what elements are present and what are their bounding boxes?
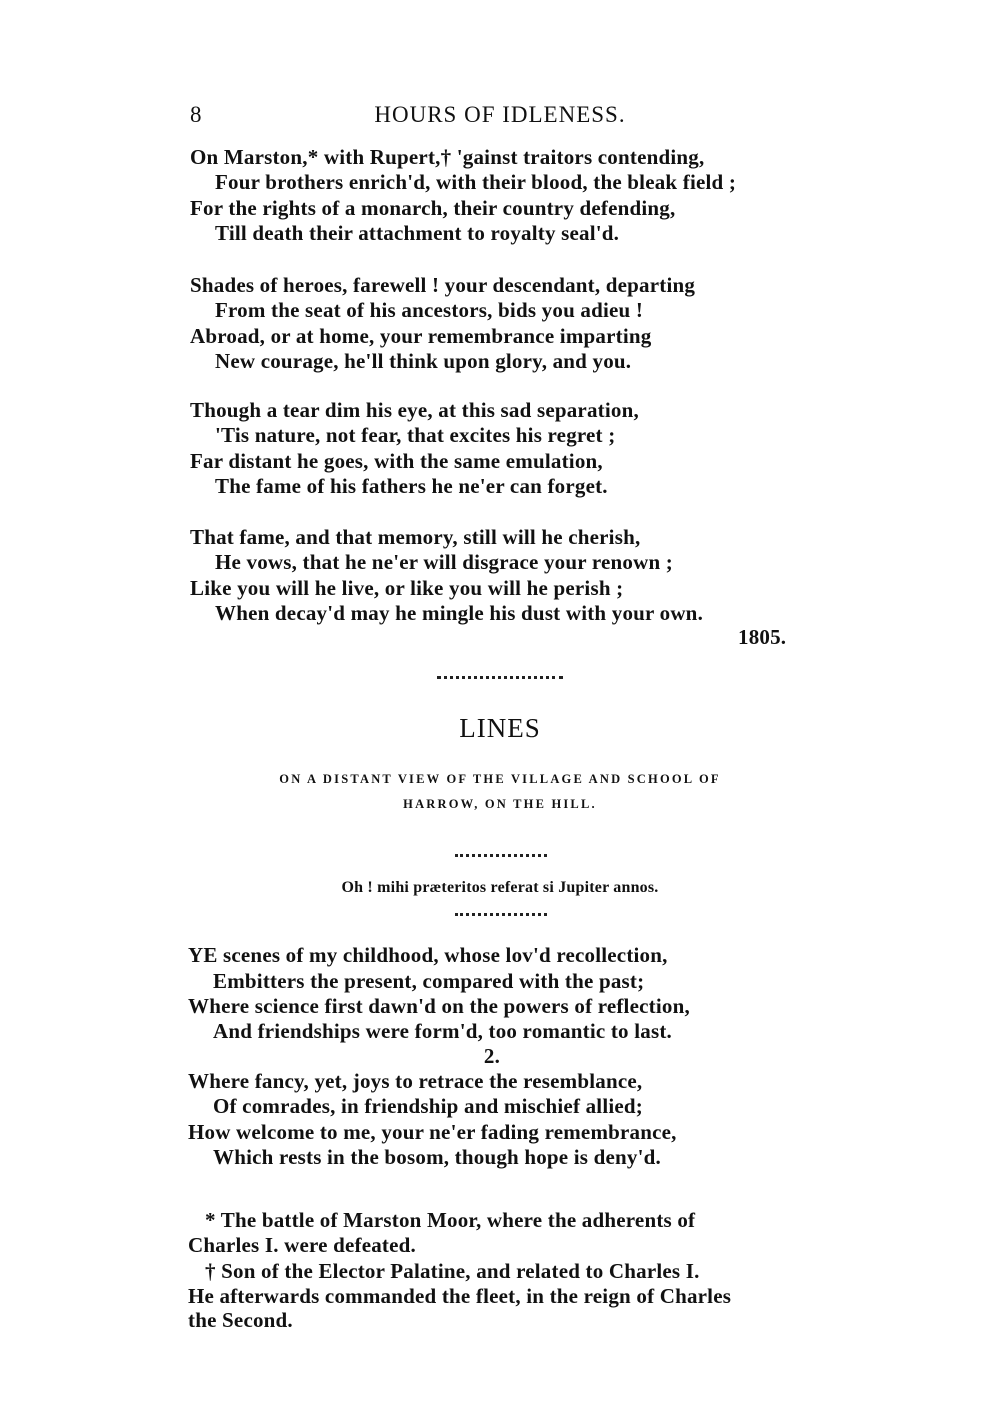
verse-line: New courage, he'll think upon glory, and you. bbox=[215, 348, 632, 373]
running-title: HOURS OF IDLENESS. bbox=[374, 102, 626, 127]
verse-line: From the seat of his ancestors, bids you adieu ! bbox=[215, 298, 644, 323]
epigraph: Oh ! mihi præteritos referat si Jupiter annos. bbox=[341, 879, 659, 896]
verse-line: 'Tis nature, not fear, that excites his regret ; bbox=[215, 423, 616, 448]
verse-line: Far distant he goes, with the same emulation, bbox=[190, 448, 603, 473]
verse-line: Though a tear dim his eye, at this sad separation, bbox=[190, 398, 639, 422]
verse-line: Four brothers enrich'd, with their blood, the bleak field ; bbox=[215, 170, 737, 195]
page-number: 8 bbox=[190, 102, 203, 127]
ornament-divider bbox=[437, 676, 563, 679]
footnote-line: * The battle of Marston Moor, where the adherents of bbox=[205, 1208, 696, 1232]
footnote-line: the Second. bbox=[188, 1308, 293, 1332]
poem-date: 1805. bbox=[738, 625, 787, 649]
stanza-number: 2. bbox=[483, 1044, 501, 1068]
ornament-divider bbox=[455, 854, 547, 857]
verse-line: Like you will he live, or like you will he perish ; bbox=[190, 575, 624, 600]
ornament-divider bbox=[455, 913, 547, 916]
verse-line: Of comrades, in friendship and mischief allied; bbox=[213, 1094, 643, 1118]
verse-line: And friendships were form'd, too romantic to last. bbox=[213, 1019, 672, 1043]
poem-subtitle-line: ON A DISTANT VIEW OF THE VILLAGE AND SCHOOL OF bbox=[279, 772, 721, 786]
verse-line: That fame, and that memory, still will he cherish, bbox=[190, 525, 641, 549]
verse-line: YE scenes of my childhood, whose lov'd recollection, bbox=[188, 943, 668, 967]
verse-line: For the rights of a monarch, their country defending, bbox=[190, 195, 676, 220]
verse-line: How welcome to me, your ne'er fading remembrance, bbox=[188, 1120, 677, 1144]
verse-line: Embitters the present, compared with the past; bbox=[213, 968, 645, 993]
verse-line: Till death their attachment to royalty seal'd. bbox=[215, 220, 620, 245]
poem-subtitle-line: HARROW, ON THE HILL. bbox=[403, 797, 597, 811]
verse-line: Which rests in the bosom, though hope is deny'd. bbox=[213, 1145, 661, 1169]
footnote-line: He afterwards commanded the fleet, in the reign of Charles bbox=[188, 1284, 732, 1308]
verse-line: Shades of heroes, farewell ! your descendant, departing bbox=[190, 273, 696, 297]
verse-line: Abroad, or at home, your remembrance imparting bbox=[190, 323, 652, 348]
verse-line: When decay'd may he mingle his dust with your own. bbox=[215, 600, 704, 625]
verse-line: The fame of his fathers he ne'er can forget. bbox=[215, 473, 608, 498]
verse-line: He vows, that he ne'er will disgrace your renown ; bbox=[215, 550, 673, 575]
verse-line: On Marston,* with Rupert,† 'gainst traitors contending, bbox=[190, 145, 705, 169]
poem-title: LINES bbox=[459, 713, 541, 743]
footnote-line: Charles I. were defeated. bbox=[188, 1233, 416, 1257]
verse-line: Where fancy, yet, joys to retrace the resemblance, bbox=[188, 1069, 643, 1093]
footnote-line: † Son of the Elector Palatine, and related to Charles I. bbox=[205, 1259, 700, 1283]
verse-line: Where science first dawn'd on the powers of reflection, bbox=[188, 994, 690, 1018]
